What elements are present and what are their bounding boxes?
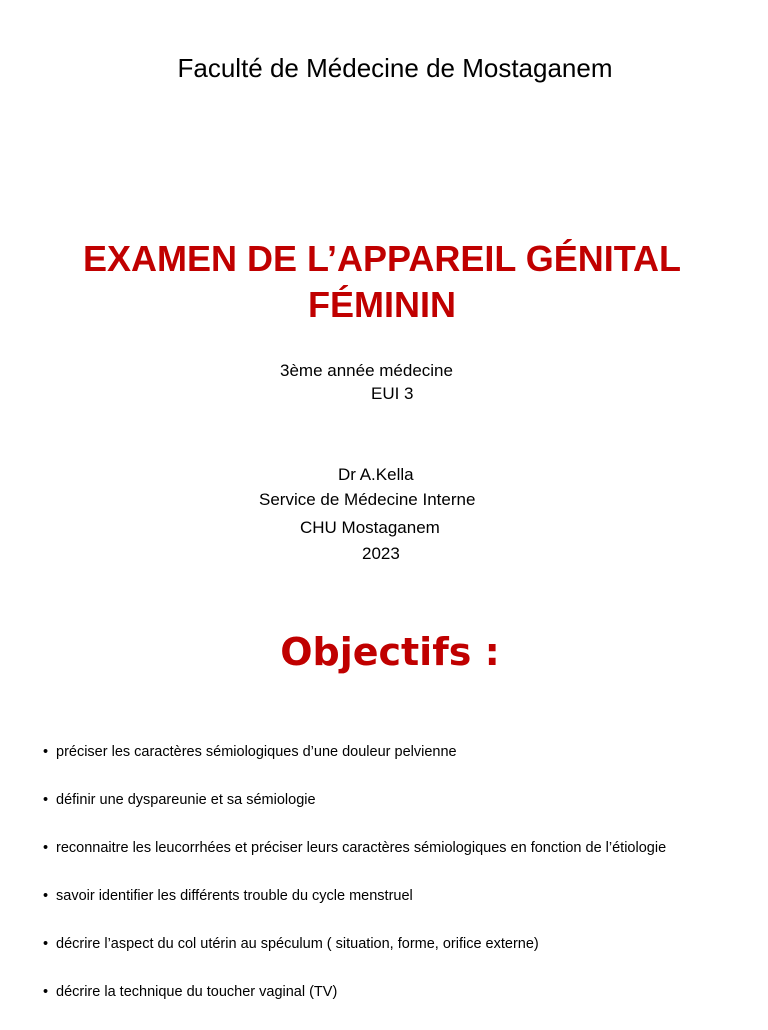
bullet-icon: •	[43, 936, 49, 952]
bullet-icon: •	[43, 744, 49, 760]
author-name: Dr A.Kella	[338, 465, 414, 484]
bullet-icon: •	[43, 984, 49, 1000]
faculty-name: Faculté de Médecine de Mostaganem	[177, 53, 613, 83]
title-line-1: EXAMEN DE L’APPAREIL GÉNITAL	[82, 238, 682, 279]
title-line-2: FÉMININ	[308, 284, 456, 325]
author-year: 2023	[362, 544, 400, 563]
objectives-heading: Objectifs :	[280, 630, 500, 674]
author-service: Service de Médecine Interne	[259, 490, 476, 509]
bullet-icon: •	[43, 888, 49, 904]
course-unit: EUI 3	[371, 384, 414, 403]
objectives-list	[43, 742, 723, 1030]
bullet-icon: •	[43, 840, 49, 856]
list-item	[43, 790, 723, 810]
list-item-text: savoir identifier les différents trouble du cycle menstruel	[56, 888, 413, 904]
list-item	[43, 934, 723, 954]
list-item-text: reconnaitre les leucorrhées et préciser leurs caractères sémiologiques en fonction de l’étiologie	[56, 840, 667, 856]
list-item	[43, 982, 723, 1002]
bullet-icon: •	[43, 792, 49, 808]
course-year: 3ème année médecine	[280, 361, 453, 380]
document-title	[0, 236, 764, 328]
author-hospital: CHU Mostaganem	[300, 518, 440, 537]
list-item-text: décrire la technique du toucher vaginal (TV)	[56, 984, 338, 1000]
list-item	[43, 742, 723, 762]
list-item	[43, 838, 723, 858]
list-item-text: préciser les caractères sémiologiques d’une douleur pelvienne	[56, 744, 457, 760]
list-item-text: définir une dyspareunie et sa sémiologie	[56, 792, 316, 808]
list-item	[43, 886, 723, 906]
list-item-text: décrire l’aspect du col utérin au spéculum ( situation, forme, orifice externe)	[56, 936, 539, 952]
